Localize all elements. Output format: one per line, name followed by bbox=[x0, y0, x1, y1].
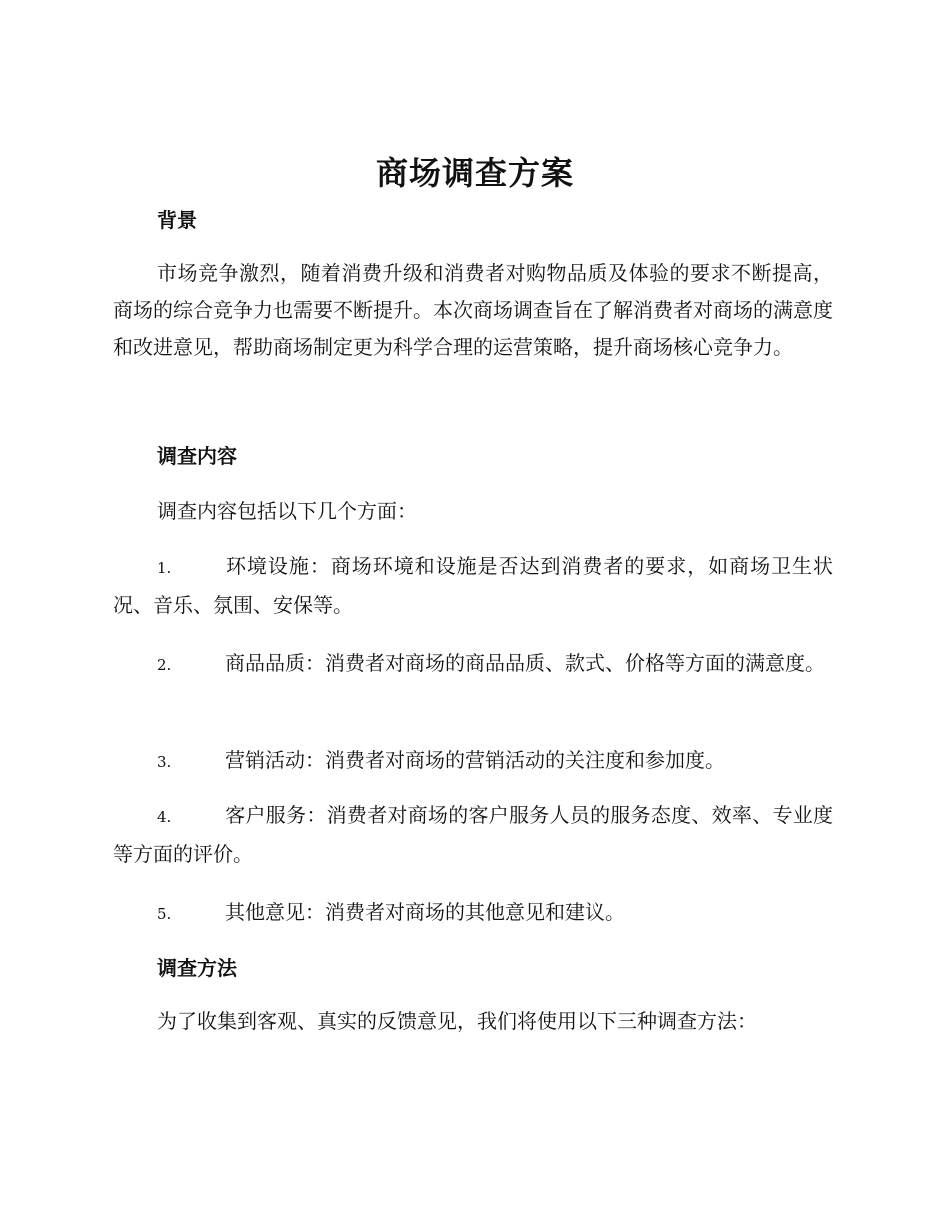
list-item-text: 其他意见：消费者对商场的其他意见和建议。 bbox=[225, 900, 625, 924]
list-item-number: 1. bbox=[157, 559, 172, 577]
list-item-text: 商品品质：消费者对商场的商品品质、款式、价格等方面的满意度。 bbox=[225, 651, 825, 675]
list-item-text: 客户服务：消费者对商场的客户服务人员的服务态度、效率、专业度等方面的评价。 bbox=[113, 803, 833, 866]
list-item-number: 2. bbox=[157, 656, 172, 674]
section-heading-content: 调查内容 bbox=[157, 444, 237, 468]
list-item-number: 5. bbox=[157, 905, 172, 923]
list-item bbox=[113, 645, 833, 684]
content-intro: 调查内容包括以下几个方面： bbox=[157, 499, 417, 523]
list-item bbox=[113, 894, 833, 933]
background-paragraph: 市场竞争激烈，随着消费升级和消费者对购物品质及体验的要求不断提高，商场的综合竞争力也需要不断提升。本次商场调查旨在了解消费者对商场的满意度和改进意见，帮助商场制定更为科学合理的运营策略，提升商场核心竞争力。 bbox=[113, 261, 833, 359]
page-title: 商场调查方案 bbox=[375, 154, 574, 192]
list-item bbox=[113, 797, 833, 873]
section-heading-method: 调查方法 bbox=[157, 956, 237, 980]
list-item bbox=[113, 742, 833, 781]
section-heading-background: 背景 bbox=[157, 208, 197, 232]
list-item bbox=[113, 548, 833, 624]
list-item-text: 营销活动：消费者对商场的营销活动的关注度和参加度。 bbox=[225, 748, 725, 772]
list-item-number: 3. bbox=[157, 753, 172, 771]
method-intro: 为了收集到客观、真实的反馈意见，我们将使用以下三种调查方法： bbox=[157, 1009, 757, 1033]
list-item-number: 4. bbox=[157, 808, 172, 826]
list-item-text: 环境设施：商场环境和设施是否达到消费者的要求，如商场卫生状况、音乐、氛围、安保等。 bbox=[113, 554, 833, 617]
